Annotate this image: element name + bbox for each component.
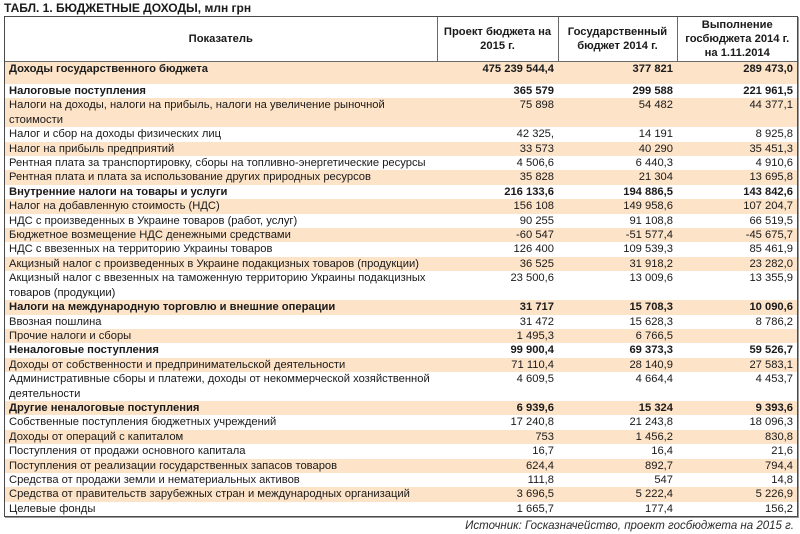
- row-label: Ввозная пошлина: [5, 315, 437, 329]
- value-budget-2014: 31 918,2: [558, 257, 677, 271]
- value-budget-2014: -51 577,4: [558, 228, 677, 242]
- row-label: Бюджетное возмещение НДС денежными средствами: [5, 228, 437, 242]
- row-label: Поступления от продажи основного капитала: [5, 444, 437, 458]
- table-row: [5, 242, 797, 256]
- table-title-main: ТАБЛ. 1. БЮДЖЕТНЫЕ ДОХОДЫ,: [4, 1, 202, 15]
- table-row: [5, 185, 797, 199]
- value-budget-2014: 6 766,5: [558, 329, 677, 343]
- value-budget-2014: 4 664,4: [558, 372, 677, 401]
- row-label: Неналоговые поступления: [5, 343, 437, 357]
- value-budget-2014: 149 958,6: [558, 199, 677, 213]
- value-budget-2015: 42 325,: [437, 127, 558, 141]
- value-budget-2015: 90 255: [437, 214, 558, 228]
- value-budget-2014: 14 191: [558, 127, 677, 141]
- value-budget-2014: 377 821: [558, 62, 677, 85]
- table-row: [5, 430, 797, 444]
- value-budget-2015: 31 717: [437, 300, 558, 314]
- table-row: [5, 343, 797, 357]
- table-row: [5, 473, 797, 487]
- value-budget-2014: 15 628,3: [558, 315, 677, 329]
- value-budget-2015: 1 495,3: [437, 329, 558, 343]
- table-body: [5, 62, 797, 517]
- value-budget-2015: 16,7: [437, 444, 558, 458]
- row-label: Другие неналоговые поступления: [5, 401, 437, 415]
- table-row: [5, 300, 797, 314]
- row-label: Средства от правительств зарубежных стран и международных организаций: [5, 487, 437, 501]
- value-execution-2014: 14,8: [677, 473, 797, 487]
- row-label: НДС с произведенных в Украине товаров (работ, услуг): [5, 214, 437, 228]
- table-row: [5, 358, 797, 372]
- table-row: [5, 127, 797, 141]
- value-execution-2014: 23 282,0: [677, 257, 797, 271]
- header-row: [5, 17, 797, 62]
- value-budget-2014: 91 108,8: [558, 214, 677, 228]
- row-label: Поступления от реализации государственных запасов товаров: [5, 459, 437, 473]
- table-row: [5, 84, 797, 98]
- value-execution-2014: 85 461,9: [677, 242, 797, 256]
- value-budget-2015: 33 573: [437, 142, 558, 156]
- row-label: Целевые фонды: [5, 502, 437, 516]
- table-row: [5, 170, 797, 184]
- table-row: [5, 487, 797, 501]
- value-budget-2015: 99 900,4: [437, 343, 558, 357]
- budget-revenue-table: [4, 16, 798, 517]
- table-row: [5, 257, 797, 271]
- value-budget-2015: 753: [437, 430, 558, 444]
- value-budget-2014: 16,4: [558, 444, 677, 458]
- value-budget-2015: 4 506,6: [437, 156, 558, 170]
- row-label: Рентная плата за транспортировку, сборы на топливно-энергетические ресурсы: [5, 156, 437, 170]
- row-label: Налоги на международную торговлю и внешние операции: [5, 300, 437, 314]
- value-execution-2014: 5 226,9: [677, 487, 797, 501]
- row-label: Налоги на доходы, налоги на прибыль, налоги на увеличение рыночной стоимости: [5, 98, 437, 127]
- value-execution-2014: 143 842,6: [677, 185, 797, 199]
- header-budget-2015: Проект бюджета на 2015 г.: [437, 17, 558, 62]
- table-row: [5, 459, 797, 473]
- table-row: [5, 156, 797, 170]
- value-execution-2014: 10 090,6: [677, 300, 797, 314]
- value-execution-2014: 13 355,9: [677, 271, 797, 300]
- value-budget-2014: 54 482: [558, 98, 677, 127]
- table-row: [5, 502, 797, 516]
- header-budget-2014: Государственный бюджет 2014 г.: [558, 17, 677, 62]
- value-execution-2014: 27 583,1: [677, 358, 797, 372]
- value-execution-2014: 35 451,3: [677, 142, 797, 156]
- value-execution-2014: 289 473,0: [677, 62, 797, 85]
- value-budget-2015: 624,4: [437, 459, 558, 473]
- row-label: Доходы от собственности и предпринимательской деятельности: [5, 358, 437, 372]
- row-label: Доходы государственного бюджета: [5, 62, 437, 85]
- value-budget-2014: 15 708,3: [558, 300, 677, 314]
- value-budget-2015: 23 500,6: [437, 271, 558, 300]
- value-execution-2014: 156,2: [677, 502, 797, 516]
- value-budget-2015: 4 609,5: [437, 372, 558, 401]
- row-label: Налог на прибыль предприятий: [5, 142, 437, 156]
- table-row: [5, 142, 797, 156]
- value-execution-2014: 4 453,7: [677, 372, 797, 401]
- value-budget-2015: 6 939,6: [437, 401, 558, 415]
- value-budget-2014: 40 290: [558, 142, 677, 156]
- row-label: Внутренние налоги на товары и услуги: [5, 185, 437, 199]
- table-row: [5, 415, 797, 429]
- value-budget-2014: 299 588: [558, 84, 677, 98]
- value-budget-2014: 21 304: [558, 170, 677, 184]
- value-budget-2014: 21 243,8: [558, 415, 677, 429]
- header-execution-2014: Выполнение госбюджета 2014 г. на 1.11.2014: [677, 17, 797, 62]
- value-execution-2014: 794,4: [677, 459, 797, 473]
- row-label: Прочие налоги и сборы: [5, 329, 437, 343]
- table-title-unit: млн грн: [204, 1, 252, 15]
- value-budget-2015: 365 579: [437, 84, 558, 98]
- value-execution-2014: [677, 329, 797, 343]
- value-budget-2015: 1 665,7: [437, 502, 558, 516]
- value-budget-2015: 111,8: [437, 473, 558, 487]
- table-row: [5, 315, 797, 329]
- table-row: [5, 271, 797, 300]
- table-row: [5, 62, 797, 85]
- row-label: Налоговые поступления: [5, 84, 437, 98]
- value-execution-2014: 221 961,5: [677, 84, 797, 98]
- row-label: Налог на добавленную стоимость (НДС): [5, 199, 437, 213]
- value-budget-2014: 177,4: [558, 502, 677, 516]
- row-label: Налог и сбор на доходы физических лиц: [5, 127, 437, 141]
- value-execution-2014: 4 910,6: [677, 156, 797, 170]
- value-execution-2014: 18 096,3: [677, 415, 797, 429]
- table-row: [5, 372, 797, 401]
- value-execution-2014: 8 925,8: [677, 127, 797, 141]
- value-budget-2014: 547: [558, 473, 677, 487]
- table-row: [5, 228, 797, 242]
- header-indicator: Показатель: [5, 17, 437, 62]
- table-row: [5, 329, 797, 343]
- value-execution-2014: -45 675,7: [677, 228, 797, 242]
- table-title: [4, 1, 251, 15]
- value-budget-2014: 892,7: [558, 459, 677, 473]
- value-execution-2014: 21,6: [677, 444, 797, 458]
- value-budget-2014: 1 456,2: [558, 430, 677, 444]
- table-row: [5, 98, 797, 127]
- value-budget-2014: 15 324: [558, 401, 677, 415]
- row-label: Собственные поступления бюджетных учреждений: [5, 415, 437, 429]
- value-execution-2014: 59 526,7: [677, 343, 797, 357]
- table-row: [5, 444, 797, 458]
- value-budget-2014: 69 373,3: [558, 343, 677, 357]
- value-execution-2014: 830,8: [677, 430, 797, 444]
- value-budget-2015: 216 133,6: [437, 185, 558, 199]
- table-row: [5, 401, 797, 415]
- value-budget-2014: 194 886,5: [558, 185, 677, 199]
- value-budget-2015: 17 240,8: [437, 415, 558, 429]
- value-budget-2014: 13 009,6: [558, 271, 677, 300]
- value-budget-2014: 109 539,3: [558, 242, 677, 256]
- value-execution-2014: 8 786,2: [677, 315, 797, 329]
- value-budget-2015: 475 239 544,4: [437, 62, 558, 85]
- value-budget-2014: 6 440,3: [558, 156, 677, 170]
- table-row: [5, 214, 797, 228]
- row-label: НДС с ввезенных на территорию Украины товаров: [5, 242, 437, 256]
- row-label: Средства от продажи земли и нематериальных активов: [5, 473, 437, 487]
- value-execution-2014: 44 377,1: [677, 98, 797, 127]
- value-budget-2014: 5 222,4: [558, 487, 677, 501]
- value-budget-2015: 3 696,5: [437, 487, 558, 501]
- value-budget-2015: 36 525: [437, 257, 558, 271]
- value-execution-2014: 66 519,5: [677, 214, 797, 228]
- value-execution-2014: 9 393,6: [677, 401, 797, 415]
- row-label: Рентная плата и плата за использование других природных ресурсов: [5, 170, 437, 184]
- value-budget-2015: 71 110,4: [437, 358, 558, 372]
- row-label: Административные сборы и платежи, доходы от некоммерческой хозяйственной деятельности: [5, 372, 437, 401]
- source-note: Источник: Госказначейство, проект госбюджета на 2015 г.: [465, 520, 794, 532]
- value-budget-2015: 31 472: [437, 315, 558, 329]
- value-budget-2015: 75 898: [437, 98, 558, 127]
- row-label: Акцизный налог с ввезенных на таможенную территорию Украины подакцизных товаров (продукции): [5, 271, 437, 300]
- value-budget-2015: -60 547: [437, 228, 558, 242]
- row-label: Доходы от операций с капиталом: [5, 430, 437, 444]
- value-budget-2014: 28 140,9: [558, 358, 677, 372]
- value-budget-2015: 35 828: [437, 170, 558, 184]
- value-budget-2015: 156 108: [437, 199, 558, 213]
- value-execution-2014: 107 204,7: [677, 199, 797, 213]
- row-label: Акцизный налог с произведенных в Украине подакцизных товаров (продукции): [5, 257, 437, 271]
- value-budget-2015: 126 400: [437, 242, 558, 256]
- table-row: [5, 199, 797, 213]
- value-execution-2014: 13 695,8: [677, 170, 797, 184]
